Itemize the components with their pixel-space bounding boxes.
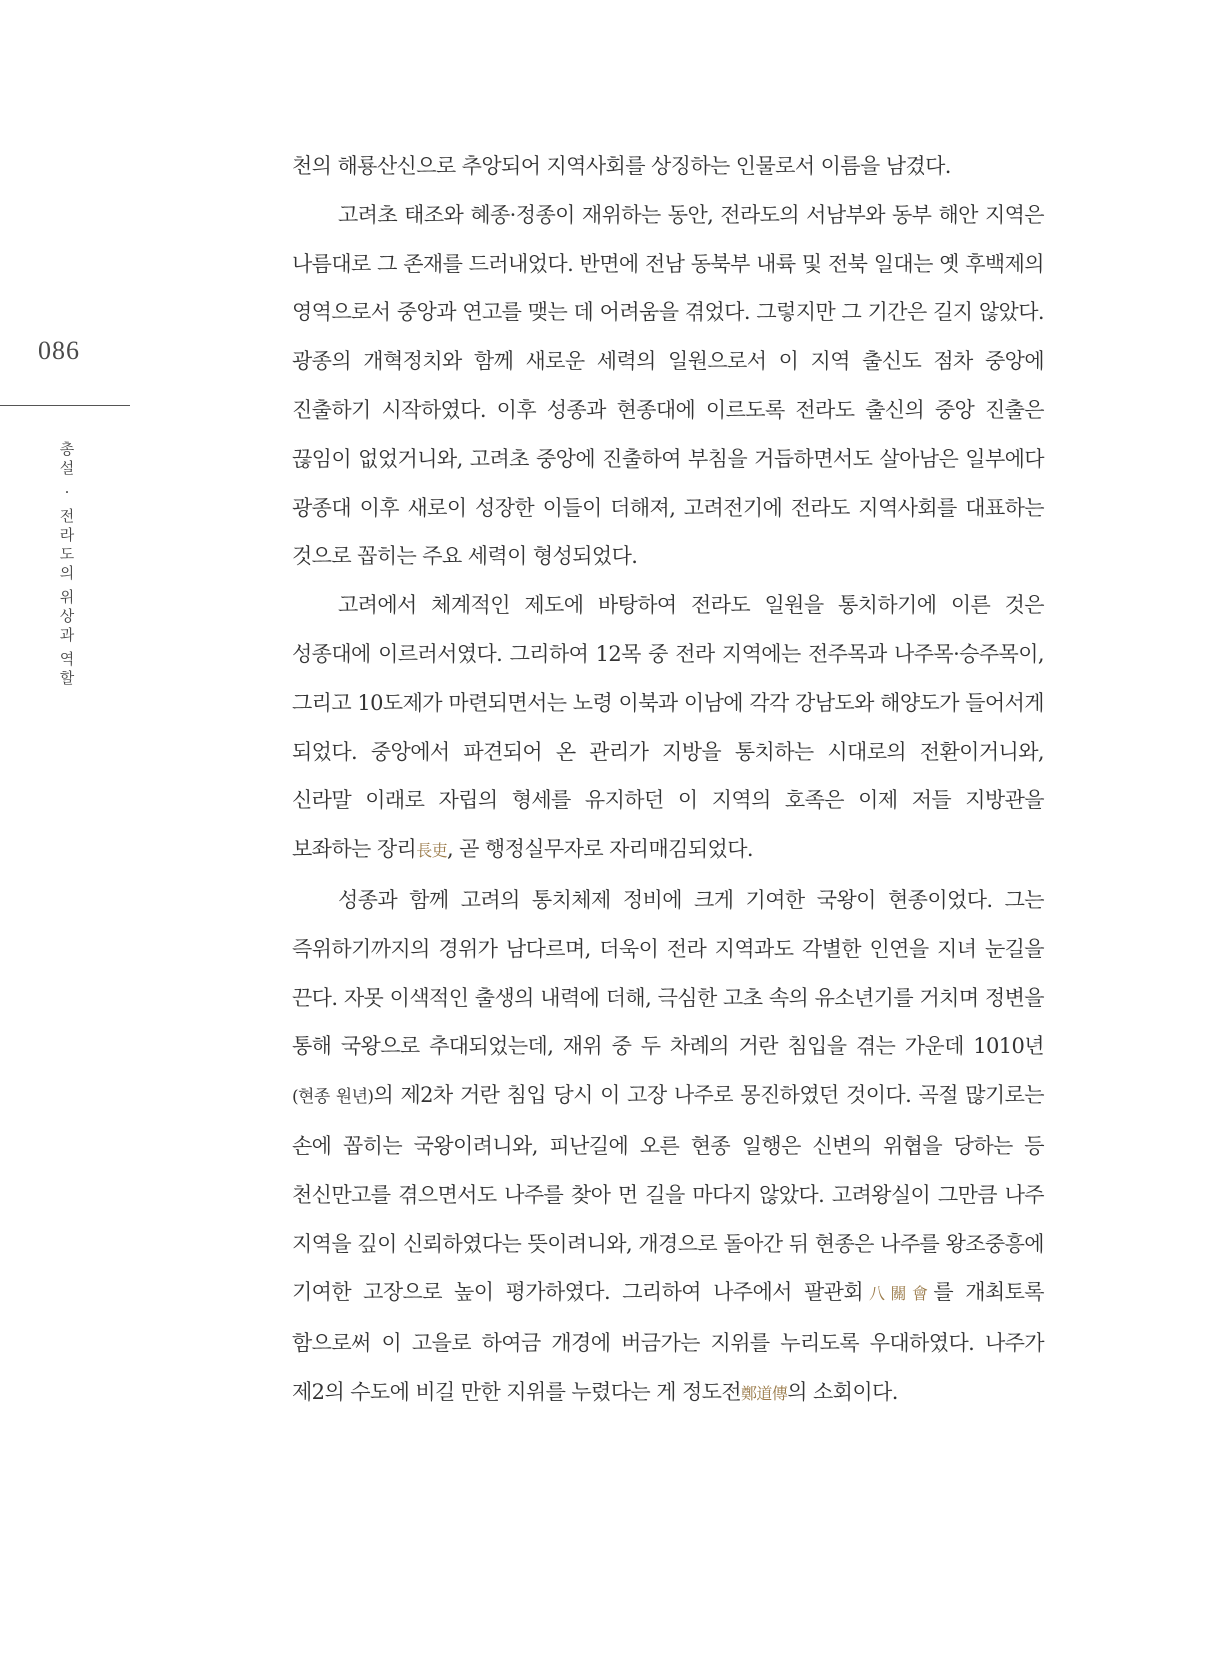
hanja-gloss: 長吏 xyxy=(416,841,448,861)
paragraph-text: 천의 해룡산신으로 추앙되어 지역사회를 상징하는 인물로서 이름을 남겼다. xyxy=(292,154,951,178)
paragraph-text: 성종과 함께 고려의 통치체제 정비에 크게 기여한 국왕이 현종이었다. 그는 즉위하기까지의 경위가 남다르며, 더욱이 전라 지역과도 각별한 인연을 지녀 눈길을 끈다. 자못 이색적인 출생의 내력에 더해, 극심한 고초 속의 유소년기를 거치며 정변을 통해 국왕으로 추대되었는데, 재위 중 두 차례의 거란 침입을 겪는 가운데 1010년 xyxy=(292,887,1044,1059)
running-head-char: 도 xyxy=(59,545,75,563)
hanja-gloss: 鄭道傳 xyxy=(741,1383,788,1403)
margin-rule xyxy=(0,405,130,406)
paragraph-2 xyxy=(292,191,1044,581)
page-number: 086 xyxy=(38,336,80,365)
running-head-char: 역 xyxy=(59,650,75,668)
running-head xyxy=(56,440,78,688)
running-head-char: 상 xyxy=(59,607,75,625)
running-head-char: 의 xyxy=(59,564,75,582)
running-head-char: 총 xyxy=(59,440,75,458)
running-head-char: 할 xyxy=(59,669,75,687)
paragraph-4 xyxy=(292,876,1044,1419)
running-head-char: · xyxy=(64,483,70,501)
running-head-char: 과 xyxy=(59,626,75,644)
running-head-char: 전 xyxy=(59,507,75,525)
paragraph-text: 고려초 태조와 혜종·정종이 재위하는 동안, 전라도의 서남부와 동부 해안 지역은 나름대로 그 존재를 드러내었다. 반면에 전남 동북부 내륙 및 전북 일대는 옛 후백제의 영역으로서 중앙과 연고를 맺는 데 어려움을 겪었다. 그렇지만 그 기간은 길지 않았다. 광종의 개혁정치와 함께 새로운 세력의 일원으로서 이 지역 출신도 점차 중앙에 진출하기 시작하였다. 이후 성종과 현종대에 이르도록 전라도 출신의 중앙 진출은 끊임이 없었거니와, 고려초 중앙에 진출하여 부침을 거듭하면서도 살아남은 일부에다 광종대 이후 새로이 성장한 이들이 더해져, 고려전기에 전라도 지역사회를 대표하는 것으로 꼽히는 주요 세력이 형성되었다. xyxy=(292,202,1044,569)
paragraph-3 xyxy=(292,581,1044,876)
running-head-char: 설 xyxy=(59,459,75,477)
parenthetical-note: (현종 원년) xyxy=(292,1087,374,1108)
paragraph-text: 의 제2차 거란 침입 당시 이 고장 나주로 몽진하였던 것이다. 곡절 많기로는 손에 꼽히는 국왕이려니와, 피난길에 오른 현종 일행은 신변의 위협을 당하는 등 천신만고를 겪으면서도 나주를 찾아 먼 길을 마다지 않았다. 고려왕실이 그만큼 나주 지역을 깊이 신뢰하였다는 뜻이려니와, 개경으로 돌아간 뒤 현종은 나주를 왕조중흥에 기여한 고장으로 높이 평가하였다. 그리하여 나주에서 팔관회 xyxy=(292,1083,1044,1305)
hanja-gloss: 八關會 xyxy=(863,1284,934,1304)
paragraph-text: 의 소회이다. xyxy=(787,1379,898,1404)
running-head-char: 위 xyxy=(59,588,75,606)
paragraph-text: 를 개최토록 함으로써 이 고을로 하여금 개경에 버금가는 지위를 누리도록 우대하였다. 나주가 제2의 수도에 비길 만한 지위를 누렸다는 게 정도전 xyxy=(292,1280,1044,1404)
body-text xyxy=(292,142,1044,1419)
paragraph-text: , 곧 행정실무자로 자리매김되었다. xyxy=(447,837,753,862)
paragraph-text: 고려에서 체계적인 제도에 바탕하여 전라도 일원을 통치하기에 이른 것은 성종대에 이르러서였다. 그리하여 12목 중 전라 지역에는 전주목과 나주목·승주목이, 그리고 10도제가 마련되면서는 노령 이북과 이남에 각각 강남도와 해양도가 들어서게 되었다. 중앙에서 파견되어 온 관리가 지방을 통치하는 시대로의 전환이거니와, 신라말 이래로 자립의 형세를 유지하던 이 지역의 호족은 이제 저들 지방관을 보좌하는 장리 xyxy=(292,593,1044,862)
paragraph-1 xyxy=(292,142,1044,191)
running-head-char: 라 xyxy=(59,526,75,544)
